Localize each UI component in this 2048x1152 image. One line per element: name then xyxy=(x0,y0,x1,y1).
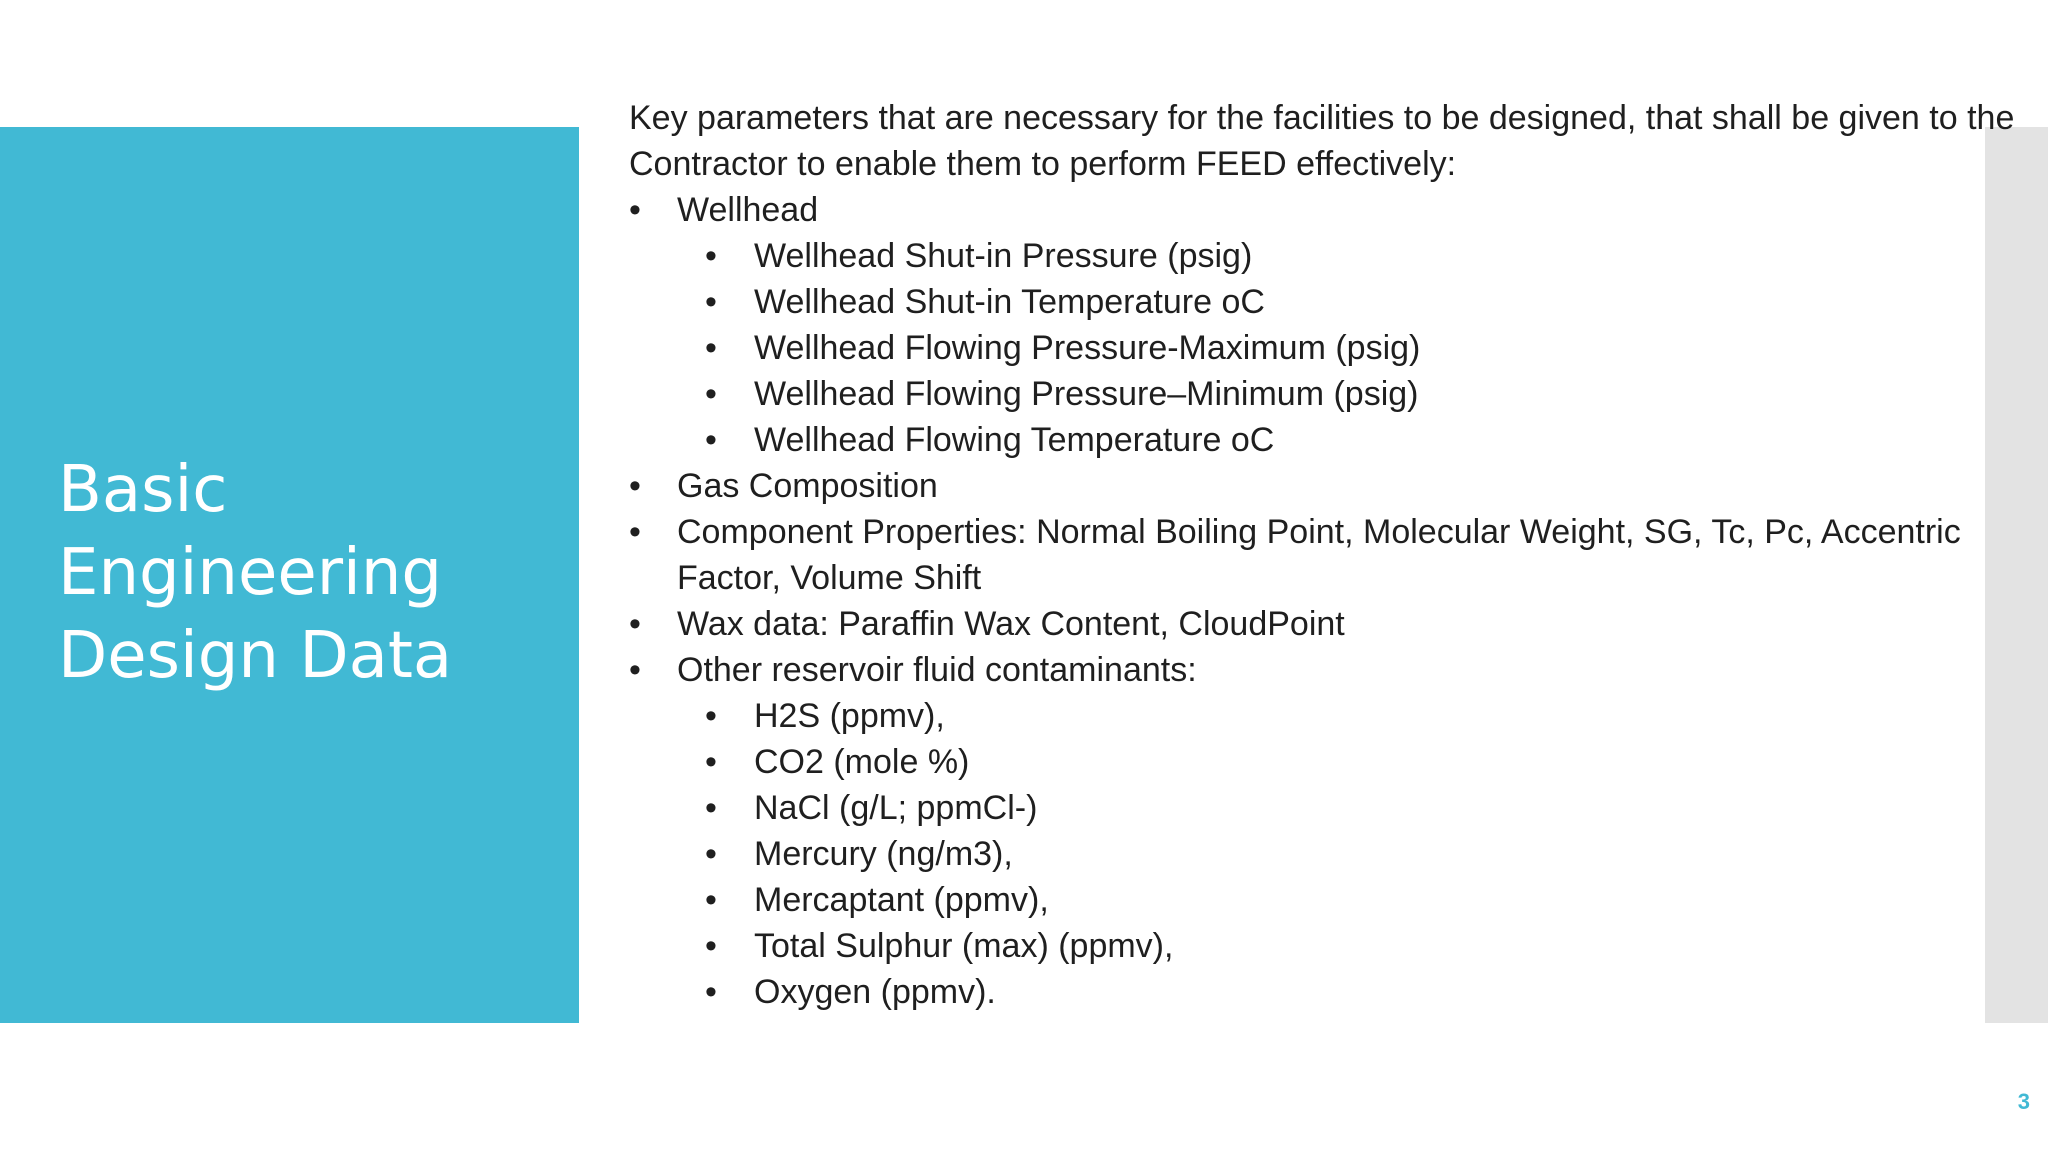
content-area xyxy=(629,95,2019,1015)
sub-bullet-item: • Total Sulphur (max) (ppmv), xyxy=(629,923,2019,969)
sub-bullet-item: • Wellhead Flowing Pressure-Maximum (psig) xyxy=(629,325,2019,371)
sub-bullet-item: • Wellhead Flowing Temperature oC xyxy=(629,417,2019,463)
bullet-item: • Other reservoir fluid contaminants: xyxy=(629,647,2019,693)
bullet-item: • Component Properties: Normal Boiling Point, Molecular Weight, SG, Tc, Pc, Accentric Factor, Volume Shift xyxy=(629,509,2019,601)
sub-bullet-item: • Mercury (ng/m3), xyxy=(629,831,2019,877)
sub-bullet-item: • NaCl (g/L; ppmCl-) xyxy=(629,785,2019,831)
sub-bullet-item: • Wellhead Flowing Pressure–Minimum (psig) xyxy=(629,371,2019,417)
bullet-item: • Gas Composition xyxy=(629,463,2019,509)
page-number: 3 xyxy=(2017,1089,2030,1114)
bullet-item: • Wellhead xyxy=(629,187,2019,233)
bullet-list xyxy=(629,187,2019,1015)
bullet-item: • Wax data: Paraffin Wax Content, CloudPoint xyxy=(629,601,2019,647)
sub-bullet-item: • Wellhead Shut-in Temperature oC xyxy=(629,279,2019,325)
sub-bullet-item: • H2S (ppmv), xyxy=(629,693,2019,739)
slide-title: Basic Engineering Design Data xyxy=(58,453,453,693)
sub-bullet-item: • Wellhead Shut-in Pressure (psig) xyxy=(629,233,2019,279)
sub-bullet-item: • Oxygen (ppmv). xyxy=(629,969,2019,1015)
intro-paragraph: Key parameters that are necessary for the facilities to be designed, that shall be given to the Contractor to enable them to perform FEED effectively: xyxy=(629,99,2015,183)
sub-bullet-item: • Mercaptant (ppmv), xyxy=(629,877,2019,923)
sub-bullet-item: • CO2 (mole %) xyxy=(629,739,2019,785)
